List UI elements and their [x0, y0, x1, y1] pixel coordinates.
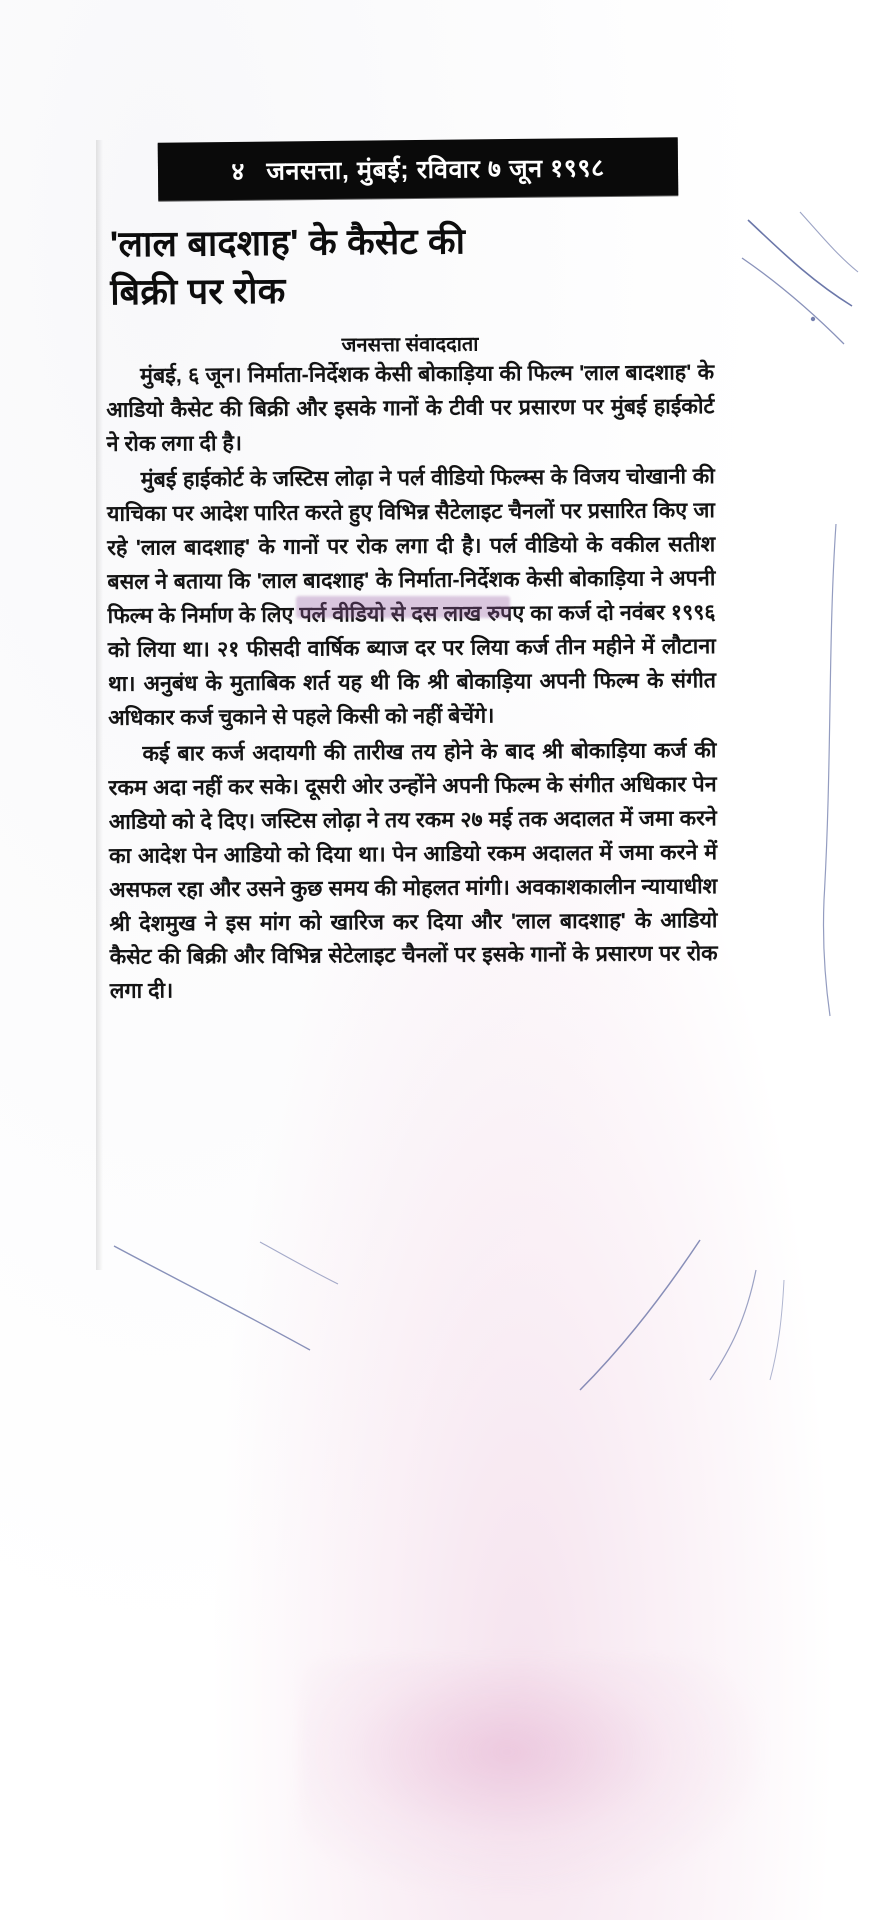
article-headline — [110, 216, 651, 316]
masthead-page-number: ४ — [231, 157, 245, 186]
pen-dot-right — [806, 312, 820, 326]
headline-line-1: 'लाल बादशाह' के कैसेट की — [109, 220, 466, 265]
headline-line-2: बिक्री पर रोक — [110, 269, 286, 312]
article-paragraph: मुंबई, ६ जून। निर्माता-निर्देशक केसी बोकाड़िया की फिल्म 'लाल बादशाह' के आडियो कैसेट की बिक्री और इसके गानों के टीवी पर प्रसारण पर मुंबई हाईकोर्ट ने रोक लगा दी है। — [106, 360, 715, 456]
masthead-title: जनसत्ता, मुंबई; रविवार ७ जून १९९८ — [266, 154, 605, 186]
ink-stain-bottom — [300, 1660, 760, 1890]
newspaper-clipping — [100, 140, 752, 1260]
pen-scribble-top-right — [740, 210, 860, 390]
article-paragraph: कई बार कर्ज अदायगी की तारीख तय होने के बाद श्री बोकाड़िया कर्ज की रकम अदा नहीं कर सके। दूसरी ओर उन्होंने अपनी फिल्म के संगीत अधिकार पेन आडियो को दे दिए। जस्टिस लोढ़ा ने तय रकम २७ मई तक अदालत में जमा करने का आदेश पेन आडियो को दिया था। पेन आडियो रकम अदालत में जमा करने में असफल रहा और उसने कुछ समय की मोहलत मांगी। अवकाशकालीन न्यायाधीश श्री देशमुख ने इस मांग को खारिज कर दिया और 'लाल बादशाह' के आडियो कैसेट की बिक्री और विभिन्न सेटेलाइट चैनलों पर इसके गानों के प्रसारण पर रोक लगा दी। — [108, 737, 718, 1004]
masthead-bar — [158, 137, 679, 200]
article-paragraph: मुंबई हाईकोर्ट के जस्टिस लोढ़ा ने पर्ल वीडियो फिल्म्स के विजय चोखानी की याचिका पर आदेश पारित करते हुए विभिन्न सैटेलाइट चैनलों पर प्रसारित किए जा रहे 'लाल बादशाह' के गानों पर रोक लगा दी है। पर्ल वीडियो के वकील सतीश बसल ने बताया कि 'लाल बादशाह' के निर्माता-निर्देशक केसी बोकाड़िया ने अपनी फिल्म के निर्माण के लिए पर्ल वीडियो से दस लाख रुपए का कर्ज दो नवंबर १९९६ को लिया था। २१ फीसदी वार्षिक ब्याज दर पर लिया कर्ज तीन महीने में लौटाना था। अनुबंध के मुताबिक शर्त यह थी कि श्री बोकाड़िया अपनी फिल्म के संगीत अधिकार कर्ज चुकाने से पहले किसी को नहीं बेचेंगे। — [106, 464, 717, 730]
article-body — [106, 356, 718, 1011]
article-byline: जनसत्ता संवाददाता — [341, 333, 479, 357]
pen-scribble-right-edge — [806, 520, 860, 1020]
